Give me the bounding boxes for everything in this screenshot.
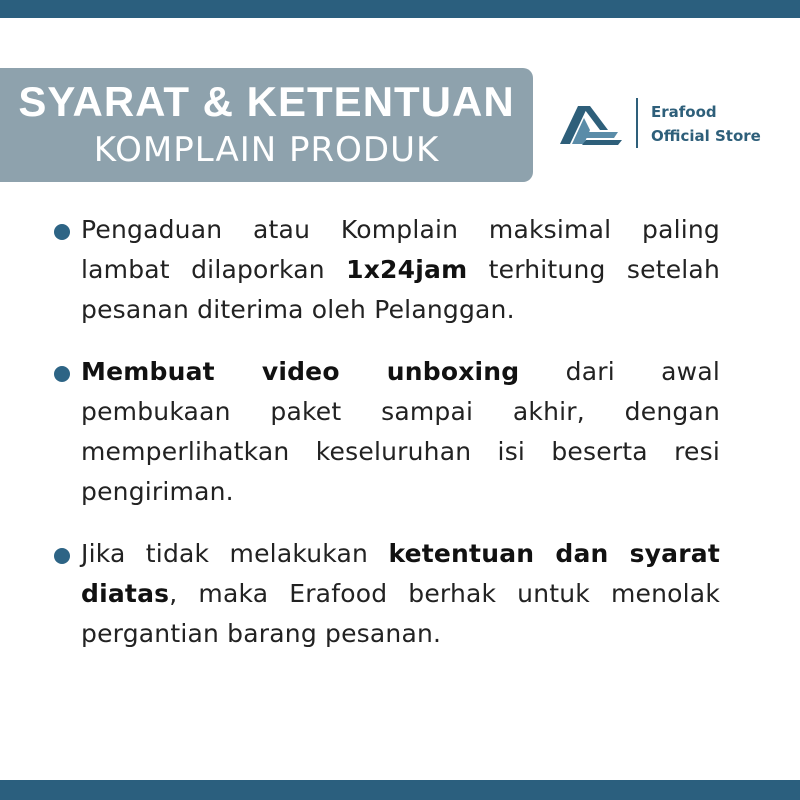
title-banner	[0, 68, 533, 182]
term-text-segment: dari awal pembukaan paket sampai akhir, dengan memperlihatkan keseluruhan isi beserta resi pengiriman.	[81, 357, 720, 506]
bottom-accent-bar	[0, 780, 800, 800]
term-text-segment: terhitung setelah pesanan diterima oleh Pelanggan.	[81, 255, 720, 324]
term-text	[81, 210, 720, 330]
brand-name-line2: Official Store	[651, 127, 761, 145]
top-accent-bar	[0, 0, 800, 18]
bullet-icon	[54, 548, 70, 564]
term-item	[52, 352, 720, 512]
bullet-icon	[54, 366, 70, 382]
brand-divider	[636, 98, 638, 148]
term-text-bold: 1x24jam	[346, 255, 468, 284]
term-text	[81, 534, 720, 654]
page-subtitle: KOMPLAIN PRODUK	[93, 130, 440, 170]
term-text-bold: Membuat video unboxing	[81, 357, 520, 386]
term-item	[52, 534, 720, 654]
brand-name	[651, 100, 761, 148]
term-item	[52, 210, 720, 330]
term-text-segment: , maka Erafood berhak untuk menolak pergantian barang pesanan.	[81, 579, 720, 648]
term-text-bold: ketentuan dan syarat diatas	[81, 539, 720, 608]
brand-name-line1: Erafood	[651, 103, 717, 121]
term-text	[81, 352, 720, 512]
bullet-icon	[54, 224, 70, 240]
erafood-logo-icon	[558, 100, 624, 146]
page-title: SYARAT & KETENTUAN	[18, 78, 515, 125]
term-text-segment: Pengaduan atau Komplain maksimal paling lambat dilaporkan	[81, 215, 720, 284]
terms-list	[52, 210, 720, 654]
term-text-segment: Jika tidak melakukan	[81, 539, 389, 568]
brand-block	[558, 96, 788, 152]
